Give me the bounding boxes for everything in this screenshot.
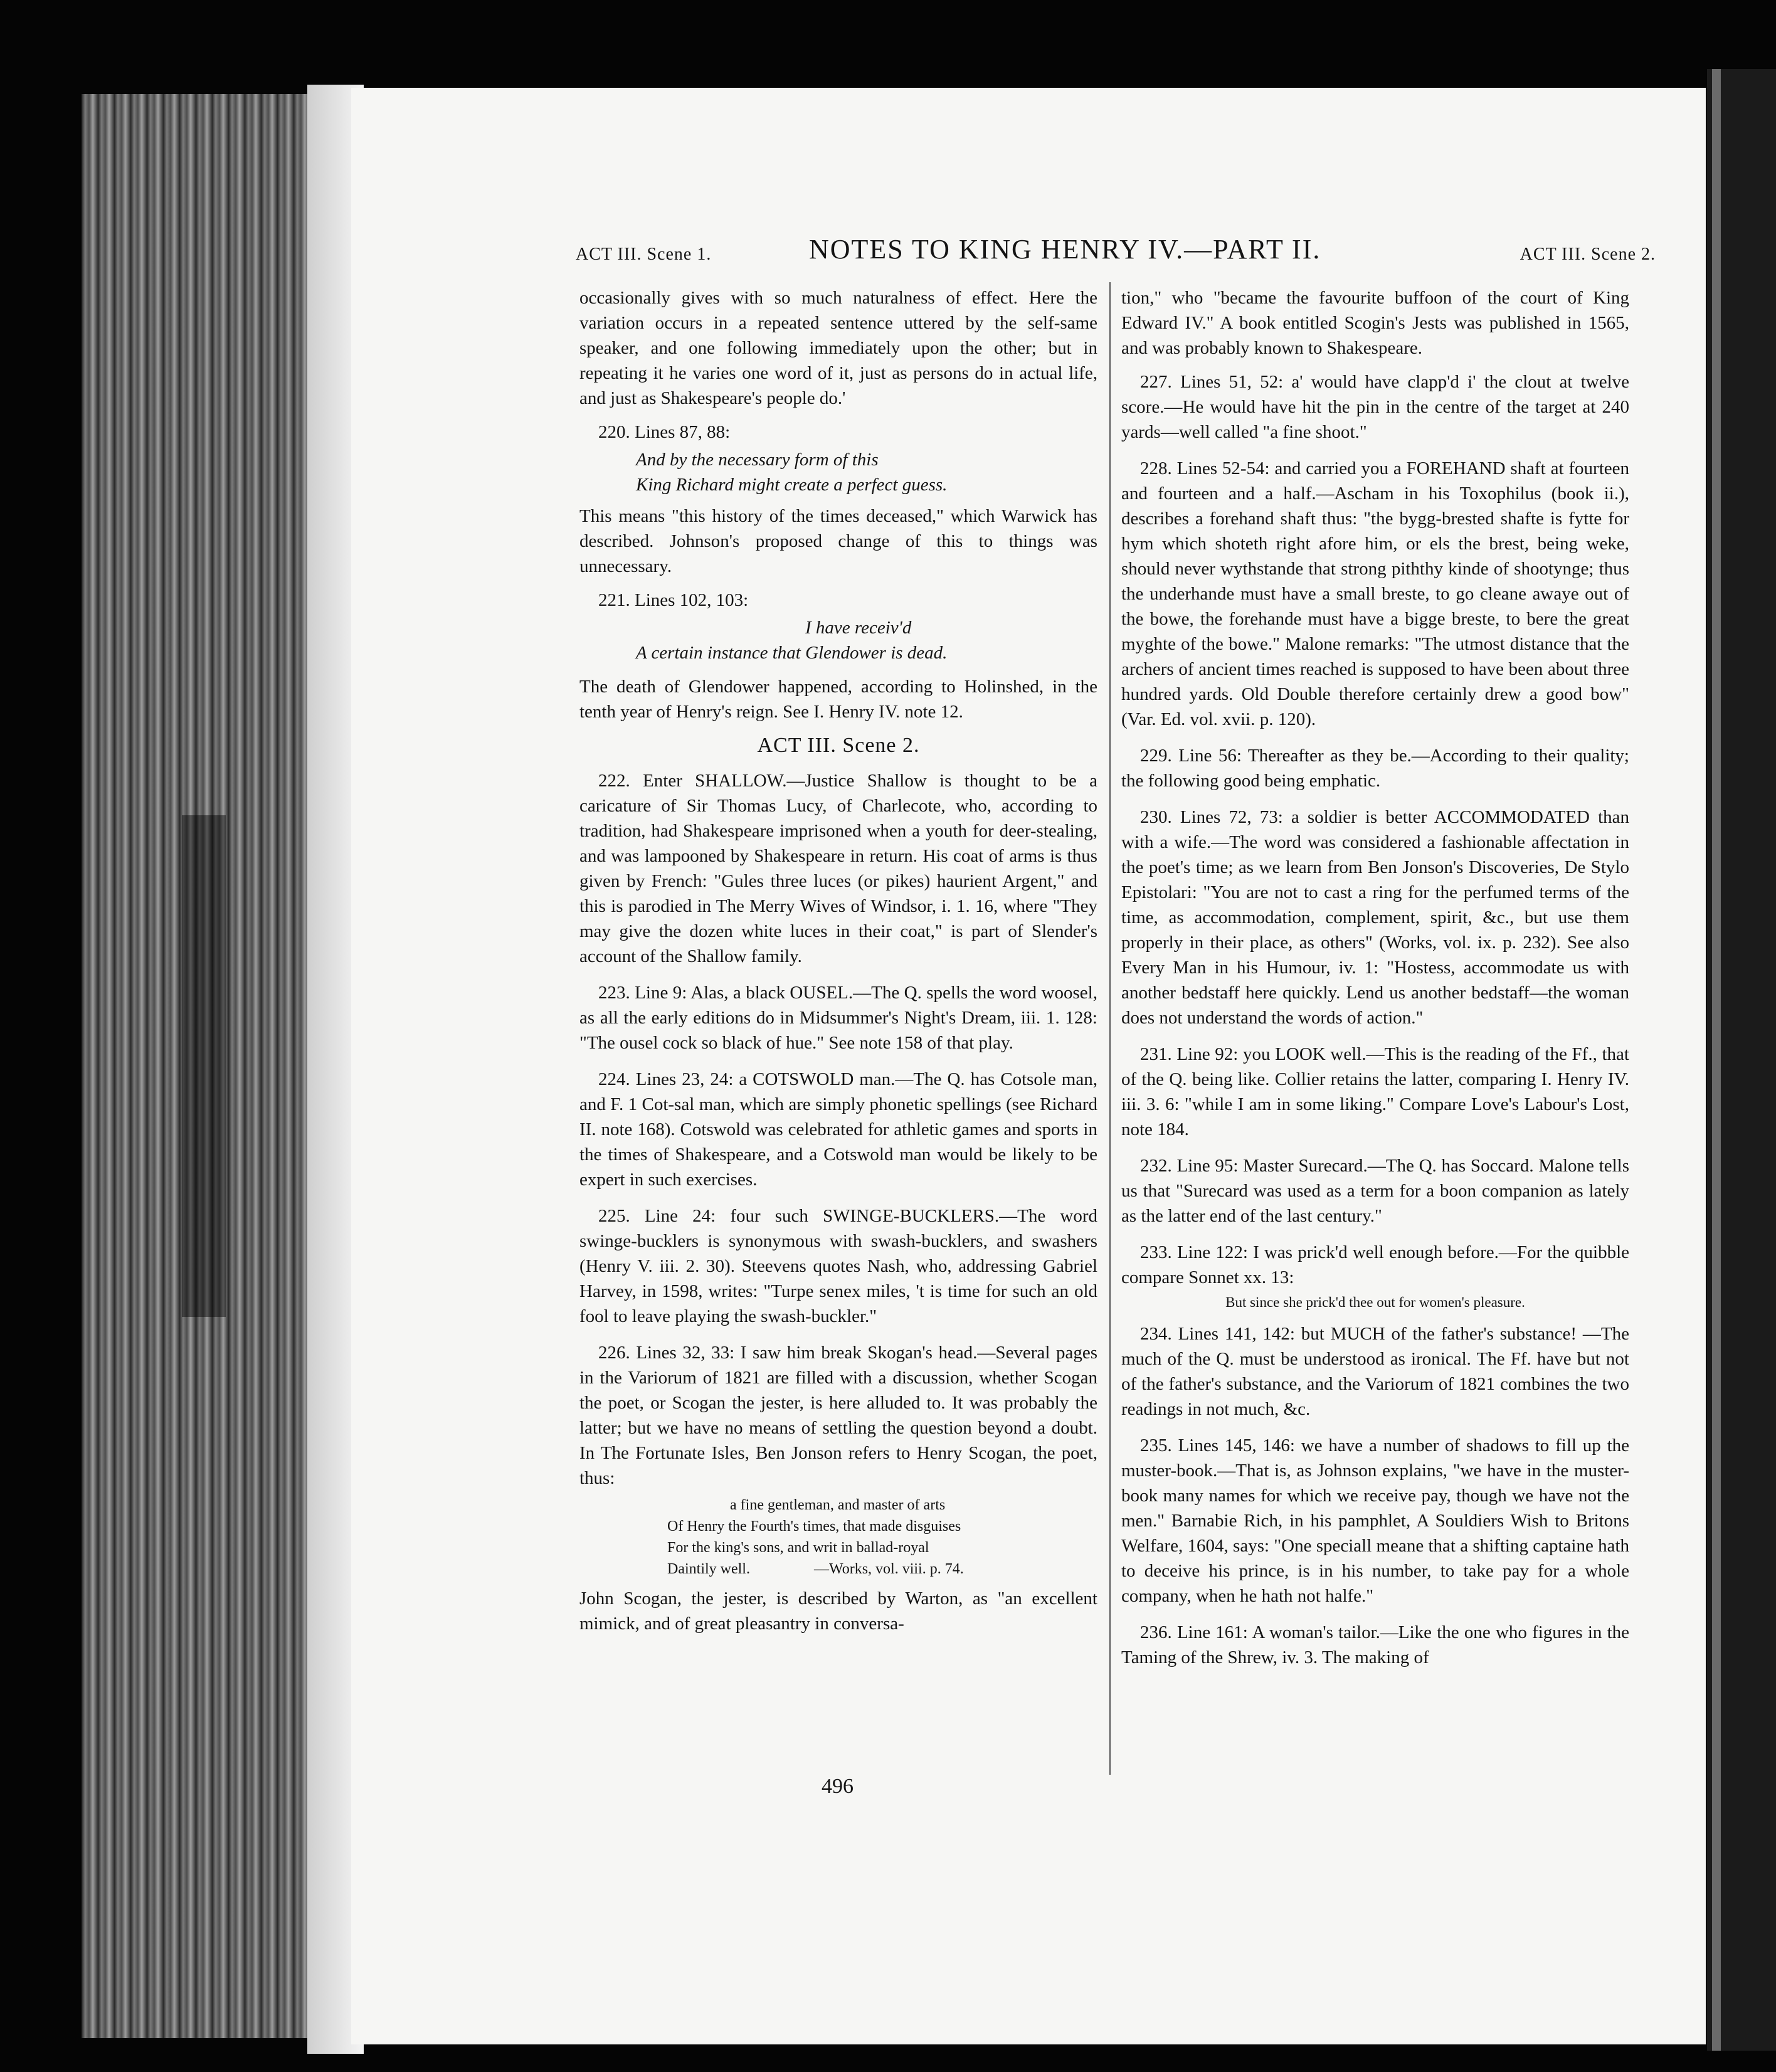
note-221-verse-1: I have receiv'd <box>805 618 912 638</box>
note-227: 227. Lines 51, 52: a' would have clapp'd i' the clout at twelve score.—He would have hit the pin in the centre of the target at 240 yards—well called "a fine shoot." <box>1121 372 1629 442</box>
page-number: 496 <box>822 1775 854 1798</box>
facing-page-edge-line <box>1712 69 1721 2051</box>
note-220-verse-1: And by the necessary form of this <box>636 450 879 470</box>
note-220-heading: 220. Lines 87, 88: <box>598 422 731 442</box>
quote-line-3: For the king's sons, and writ in ballad-royal <box>667 1540 929 1556</box>
quote-line-4: Daintily well. —Works, vol. viii. p. 74. <box>667 1561 964 1577</box>
act-scene-heading: ACT III. Scene 2. <box>757 734 920 757</box>
note-221-verse-2: A certain instance that Glendower is dead. <box>636 643 948 663</box>
note-222: 222. Enter SHALLOW.—Justice Shallow is thought to be a caricature of Sir Thomas Lucy, of Charlecote, who, according to tradition, had Shakespeare imprisoned when a youth for deer-stealing, and was lampooned by Shakespeare in return. His coat of arms is thus given by French: "Gules three luces (or pikes) haurient Argent," and this is parodied in The Merry Wives of Windsor, i. 1. 16, where "They may give the dozen white luces in their coat," is part of Slender's account of the Shallow family. <box>579 771 1097 966</box>
library-stamp <box>182 815 226 1317</box>
note-223: 223. Line 9: Alas, a black OUSEL.—The Q. spells the word woosel, as all the early editions do in Midsummer's Night's Dream, iii. 1. 128: "The ousel cock so black of hue." See note 158 of that play. <box>579 983 1097 1053</box>
note-233-quote: But since she prick'd thee out for women's pleasure. <box>1225 1294 1525 1310</box>
note-234: 234. Lines 141, 142: but MUCH of the father's substance! —The much of the Q. must be understood as ironical. The Ff. have but not of the father's substance, and the Variorum of 1821 combines the two readings in not much, &c. <box>1121 1324 1629 1419</box>
column-divider <box>1109 282 1111 1775</box>
note-220-verse-2: King Richard might create a perfect guess. <box>636 475 948 495</box>
note-221-heading: 221. Lines 102, 103: <box>598 590 749 610</box>
header-title: NOTES TO KING HENRY IV.—PART II. <box>809 234 1321 265</box>
note-233: 233. Line 122: I was prick'd well enough before.—For the quibble compare Sonnet xx. 13: <box>1121 1242 1629 1287</box>
note-231: 231. Line 92: you LOOK well.—This is the reading of the Ff., that of the Q. being like. Collier retains the latter, comparing I. Henry IV. iii. 3. 6: "while I am in some liking." Compare Love's Labour's Lost, note 184. <box>1121 1044 1629 1139</box>
note-225: 225. Line 24: four such SWINGE-BUCKLERS.—The word swinge-bucklers is synonymous with swash-bucklers, and swashers (Henry V. iii. 2. 30). Steevens quotes Nash, who, addressing Gabriel Harvey, in 1598, writes: "Turpe senex miles, 't is time for such an old fool to leave playing the swash-buckler." <box>579 1206 1097 1326</box>
note-236: 236. Line 161: A woman's tailor.—Like the one who figures in the Taming of the Shrew, iv. 3. The making of <box>1121 1622 1629 1668</box>
continued-paragraph-right: tion," who "became the favourite buffoon of the court of King Edward IV." A book entitled Scogin's Jests was published in 1565, and was probably known to Shakespeare. <box>1121 288 1629 358</box>
left-column <box>579 285 1097 1822</box>
note-228: 228. Lines 52-54: and carried you a FOREHAND shaft at fourteen and fourteen and a half.—Ascham in his Toxophilus (book ii.), describes a forehand shaft thus: "the bygg-brested shafte is fytte for hym which shoteth right afore him, or els the brest, being weke, should never wythstande that strong piththy kinde of shootynge; thus the underhande must have a small breste, to go cleane awaye out of the bowe, the forehande must have a bigge breste, to bere the great myghte of the bowe." Malone remarks: "The utmost distance that the archers of ancient times reached is supposed to have been about three hundred yards. Old Double therefore certainly drew a good bow" (Var. Ed. vol. xvii. p. 120). <box>1121 458 1629 729</box>
quote-line-2: Of Henry the Fourth's times, that made disguises <box>667 1518 961 1535</box>
header-left: ACT III. Scene 1. <box>576 245 712 264</box>
note-232: 232. Line 95: Master Surecard.—The Q. has Soccard. Malone tells us that "Surecard was used as a term for a boon companion as lately as the latter end of the last century." <box>1121 1156 1629 1226</box>
note-221-text: The death of Glendower happened, according to Holinshed, in the tenth year of Henry's reign. See I. Henry IV. note 12. <box>579 677 1097 722</box>
note-220-text: This means "this history of the times deceased," which Warwick has described. Johnson's proposed change of this to things was unnecessary. <box>579 506 1097 576</box>
jonson-quote <box>667 1494 1097 1580</box>
note-226-continuation: John Scogan, the jester, is described by Warton, as "an excellent mimick, and of great pleasantry in conversa- <box>579 1588 1097 1634</box>
note-224: 224. Lines 23, 24: a COTSWOLD man.—The Q. has Cotsole man, and F. 1 Cot-sal man, which are simply phonetic spellings (see Richard II. note 168). Cotswold was celebrated for athletic games and sports in the times of Shakespeare, and a Cotswold man would be likely to be expert in such exercises. <box>579 1069 1097 1190</box>
note-230: 230. Lines 72, 73: a soldier is better ACCOMMODATED than with a wife.—The word was considered a fashionable affectation in the poet's time; as we learn from Ben Jonson's Discoveries, De Stylo Epistolari: "You are not to cast a ring for the perfumed terms of the time, as accommodation, complement, spirit, &c., but use them properly in their place, as others" (Works, vol. ix. p. 232). See also Every Man in his Humour, iv. 1: "Hostess, accommodate us with another bedstaff here quickly. Lend us another bedstaff—the woman does not understand the words of action." <box>1121 807 1629 1028</box>
right-column <box>1121 285 1629 1747</box>
continued-paragraph: occasionally gives with so much naturalness of effect. Here the variation occurs in a repeated sentence uttered by the self-same speaker, and one following immediately upon the other; but in repeating it he varies one word of it, just as persons do in actual life, and just as Shakespeare's people do.' <box>579 288 1097 408</box>
header-right: ACT III. Scene 2. <box>1520 245 1656 264</box>
note-235: 235. Lines 145, 146: we have a number of shadows to fill up the muster-book.—That is, as Johnson explains, "we have in the muster-book many names for which we receive pay, though we have not the men." Barnabie Rich, in his pamphlet, A Souldiers Wish to Britons Welfare, 1604, says: "One speciall meane that a shifting captaine hath to deceive his prince, is in his number, to take pay for a whole company, when he hath not halfe." <box>1121 1435 1629 1606</box>
note-226: 226. Lines 32, 33: I saw him break Skogan's head.—Several pages in the Variorum of 1821 are filled with a discussion, whether Scogan the poet, or Scogan the jester, is here alluded to. It was probably the latter; but we have no means of settling the question beyond a doubt. In The Fortunate Isles, Ben Jonson refers to Henry Scogan, the poet, thus: <box>579 1343 1097 1488</box>
note-229: 229. Line 56: Thereafter as they be.—According to their quality; the following good being emphatic. <box>1121 746 1629 791</box>
quote-line-1: a fine gentleman, and master of arts <box>730 1497 946 1513</box>
running-header <box>564 233 1656 271</box>
